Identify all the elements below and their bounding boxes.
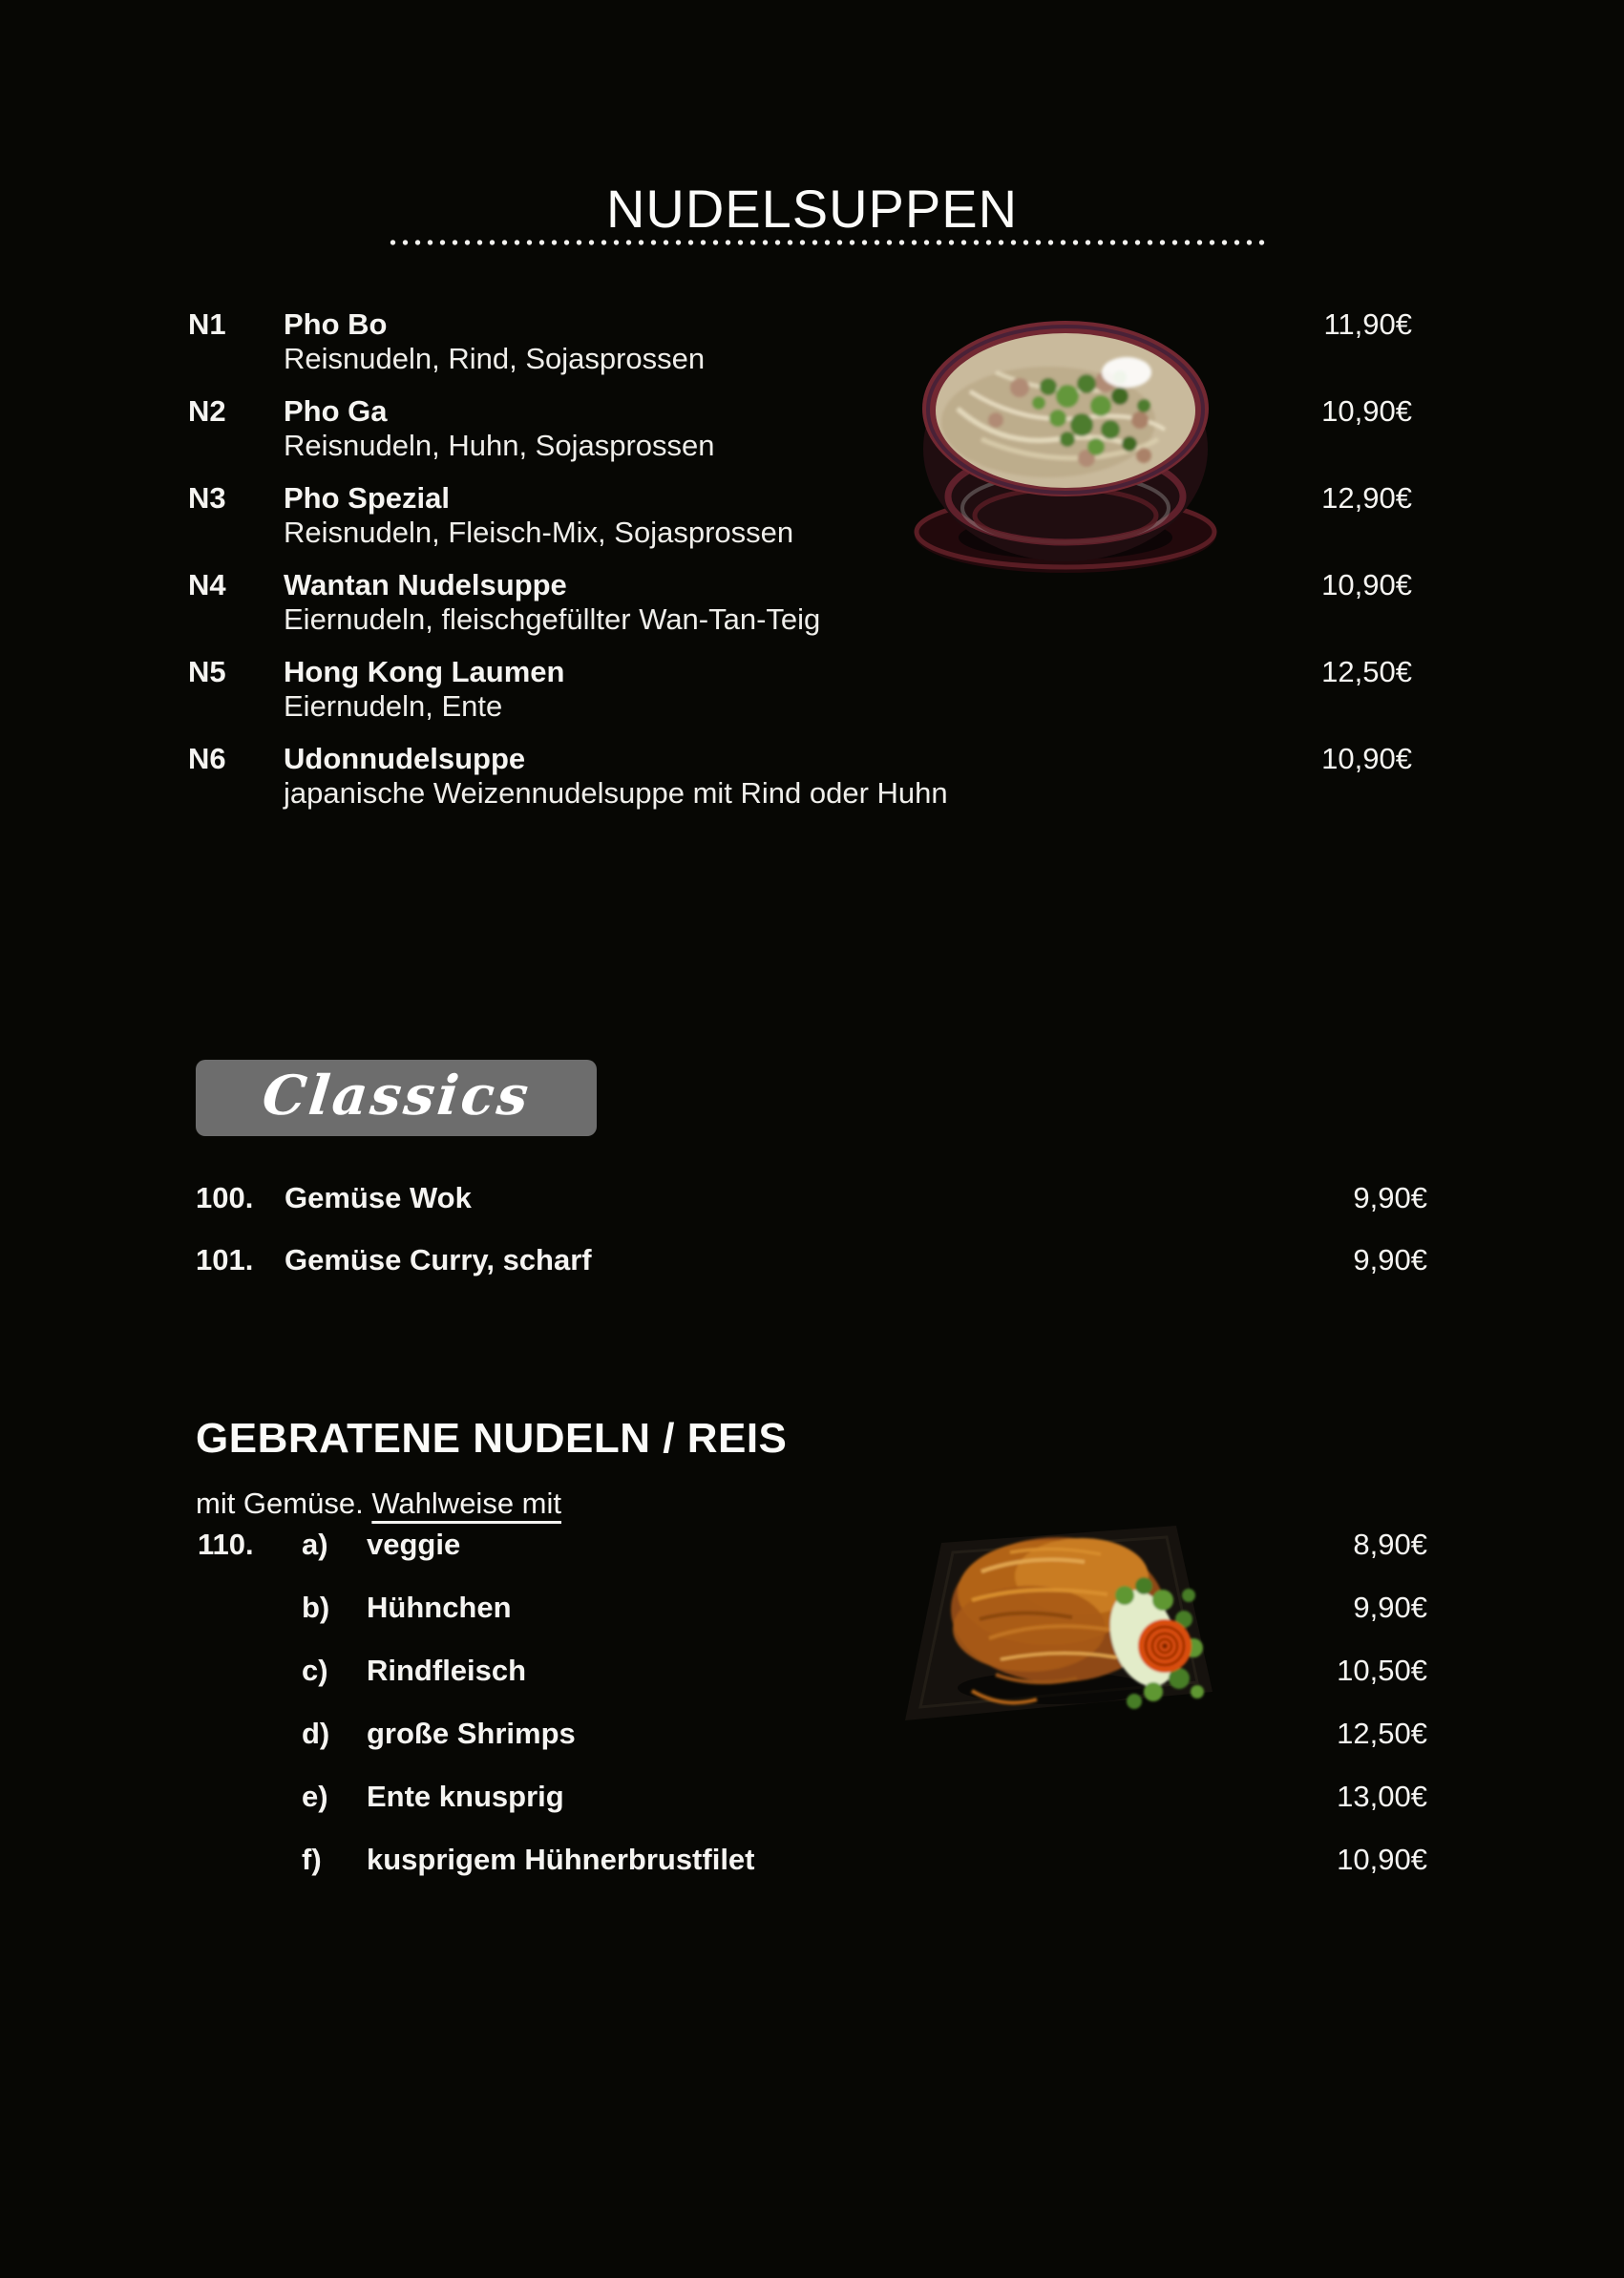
item-code: 100. xyxy=(196,1181,254,1214)
item-price: 9,90€ xyxy=(1353,1243,1427,1276)
item-code: 101. xyxy=(196,1243,254,1276)
menu-item-row xyxy=(196,1243,1427,1277)
option-price: 13,00€ xyxy=(1337,1780,1427,1813)
option-name: Rindfleisch xyxy=(367,1654,527,1687)
section-subtitle xyxy=(196,1486,561,1522)
item-price: 10,90€ xyxy=(1321,742,1412,775)
item-name: Pho Spezial xyxy=(284,481,450,515)
item-name: Gemüse Wok xyxy=(285,1181,472,1214)
item-price: 11,90€ xyxy=(1323,307,1412,341)
option-price: 10,90€ xyxy=(1337,1843,1427,1876)
section-title-gebratene: GEBRATENE NUDELN / REIS xyxy=(196,1415,788,1462)
classics-title: Classics xyxy=(259,1063,535,1128)
item-name: Wantan Nudelsuppe xyxy=(284,568,567,601)
option-letter: a) xyxy=(302,1528,328,1561)
menu-option-row xyxy=(198,1717,1427,1751)
fried-noodles-plate-photo xyxy=(857,1505,1230,1758)
option-price: 10,50€ xyxy=(1337,1654,1427,1687)
option-letter: d) xyxy=(302,1717,330,1750)
option-name: Ente knusprig xyxy=(367,1780,564,1813)
menu-option-row xyxy=(198,1654,1427,1688)
item-description: Eiernudeln, fleischgefüllter Wan-Tan-Teig xyxy=(284,602,821,636)
menu-item-row xyxy=(188,655,1412,724)
item-name: Pho Ga xyxy=(284,394,388,428)
item-price: 9,90€ xyxy=(1353,1181,1427,1214)
item-description: Reisnudeln, Huhn, Sojasprossen xyxy=(284,429,715,462)
menu-item-row xyxy=(188,568,1412,637)
item-description: Reisnudeln, Rind, Sojasprossen xyxy=(284,342,706,375)
option-letter: c) xyxy=(302,1654,328,1687)
menu-option-row xyxy=(198,1591,1427,1625)
classics-badge xyxy=(196,1060,597,1136)
subtitle-plain: mit Gemüse. xyxy=(196,1487,372,1520)
menu-item-row xyxy=(196,1181,1427,1215)
item-code: N2 xyxy=(188,394,226,428)
item-description: Eiernudeln, Ente xyxy=(284,689,503,723)
classics-list xyxy=(196,1181,1427,1305)
subtitle-underlined: Wahlweise mit xyxy=(371,1487,561,1520)
option-name: große Shrimps xyxy=(367,1717,576,1750)
item-code: N1 xyxy=(188,307,226,341)
option-letter: b) xyxy=(302,1591,330,1624)
menu-item-row xyxy=(188,742,1412,811)
item-price: 12,50€ xyxy=(1321,655,1412,688)
option-price: 12,50€ xyxy=(1337,1717,1427,1750)
menu-option-row xyxy=(198,1843,1427,1877)
option-name: Hühnchen xyxy=(367,1591,512,1624)
item-price: 10,90€ xyxy=(1321,394,1412,428)
option-name: kusprigem Hühnerbrustfilet xyxy=(367,1843,755,1876)
item-price: 10,90€ xyxy=(1321,568,1412,601)
option-name: veggie xyxy=(367,1528,461,1561)
section-title-nudelsuppen: NUDELSUPPEN xyxy=(605,179,1019,239)
gebratene-list xyxy=(198,1528,1427,1906)
option-letter: e) xyxy=(302,1780,328,1813)
item-description: japanische Weizennudelsuppe mit Rind oder Huhn xyxy=(284,776,948,810)
dotted-divider xyxy=(387,239,1270,246)
item-name: Hong Kong Laumen xyxy=(284,655,565,688)
item-description: Reisnudeln, Fleisch-Mix, Sojasprossen xyxy=(284,516,794,549)
item-code: N6 xyxy=(188,742,226,775)
item-code: N3 xyxy=(188,481,226,515)
item-name: Gemüse Curry, scharf xyxy=(285,1243,592,1276)
item-code: N5 xyxy=(188,655,226,688)
item-code: N4 xyxy=(188,568,226,601)
option-price: 9,90€ xyxy=(1353,1591,1427,1624)
item-name: Pho Bo xyxy=(284,307,388,341)
menu-option-row xyxy=(198,1780,1427,1814)
option-price: 8,90€ xyxy=(1353,1528,1427,1561)
item-code: 110. xyxy=(198,1528,254,1561)
pho-soup-bowl-photo xyxy=(905,296,1230,578)
item-price: 12,90€ xyxy=(1321,481,1412,515)
item-name: Udonnudelsuppe xyxy=(284,742,526,775)
menu-option-row xyxy=(198,1528,1427,1562)
option-letter: f) xyxy=(302,1843,322,1876)
